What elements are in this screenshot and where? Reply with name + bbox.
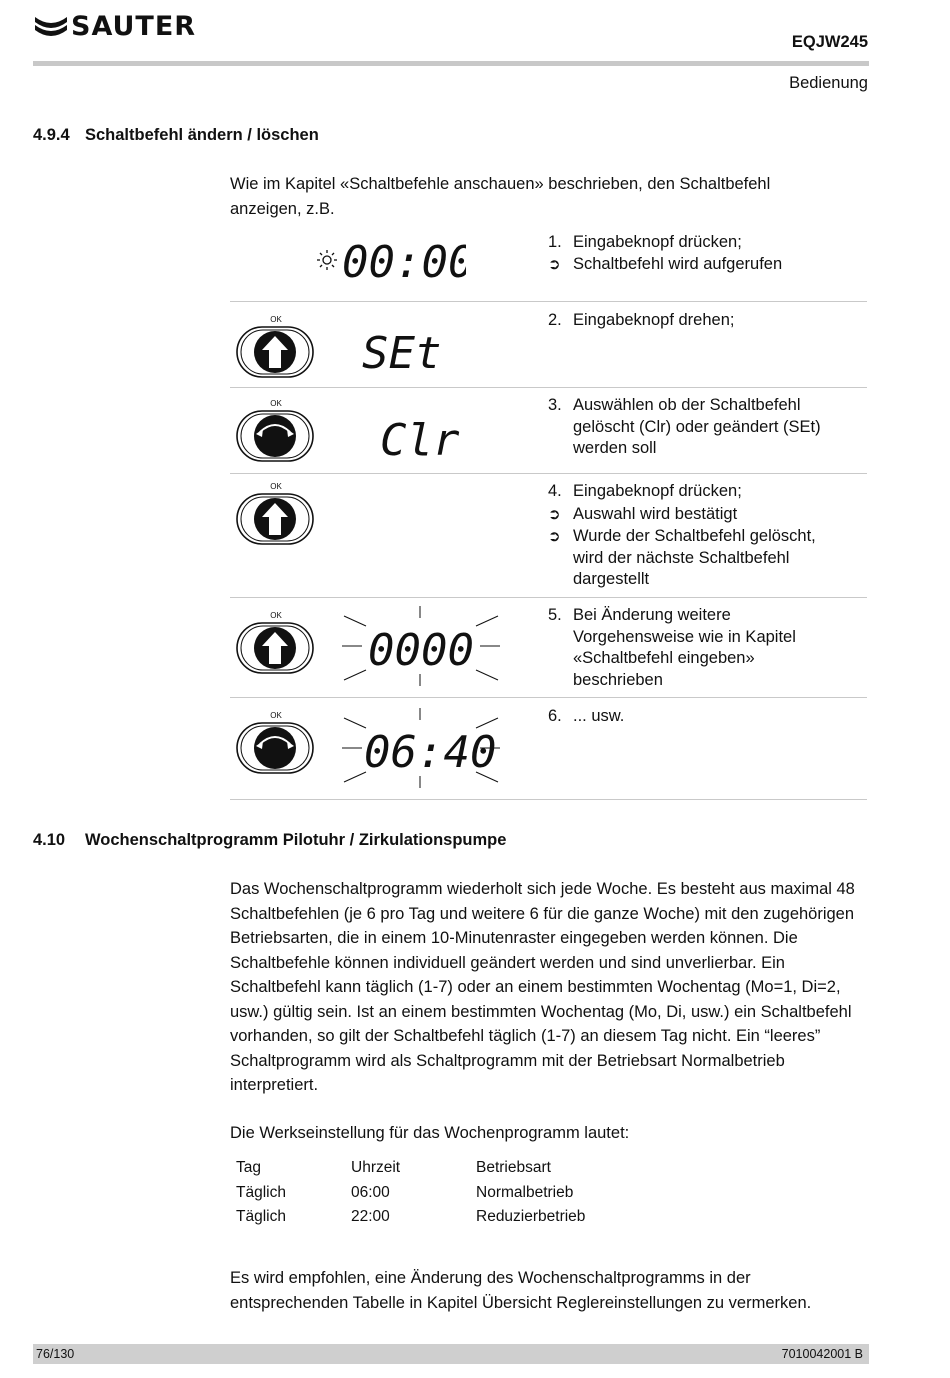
step-6 [548, 706, 848, 728]
section-title: Schaltbefehl ändern / löschen [85, 126, 319, 144]
knob-ok-label: OK [270, 711, 282, 720]
step-text: Auswählen ob der Schaltbefehl gelöscht (Clr) oder geändert (SEt) werden soll [573, 396, 821, 457]
table-cell: Reduzierbetrieb [476, 1208, 586, 1226]
document-number: 7010042001 B [781, 1347, 863, 1361]
result-arrow-icon: ➲ [548, 505, 561, 523]
table-header: Uhrzeit [351, 1159, 401, 1177]
row-divider [230, 799, 867, 800]
lcd-display-blinking [340, 706, 502, 795]
turn-knob-icon [236, 710, 316, 776]
brand-logo [33, 8, 196, 44]
lcd-display [362, 330, 452, 379]
section-title: Wochenschaltprogramm Pilotuhr / Zirkulationspumpe [85, 831, 507, 849]
header-rule [33, 61, 869, 66]
step-text: Eingabeknopf drehen; [573, 311, 735, 329]
knob-turn [236, 710, 316, 781]
table-cell: Täglich [236, 1183, 286, 1201]
document-id: EQJW245 [791, 33, 868, 51]
lcd-value: 00:00 [342, 240, 466, 284]
step-4 [548, 481, 848, 591]
knob-push [236, 610, 316, 681]
blink-rays-icon [340, 604, 502, 688]
step-marker: 1. [548, 233, 562, 251]
step-marker: 6. [548, 707, 562, 725]
step-3 [548, 395, 848, 460]
lcd-display [380, 417, 470, 466]
step-text: Eingabeknopf drücken; [573, 233, 742, 251]
row-divider [230, 387, 867, 388]
brand-name: SAUTER [71, 10, 197, 42]
table-header: Tag [236, 1159, 261, 1177]
page-number: 76/130 [36, 1347, 75, 1361]
knob-ok-label: OK [270, 399, 282, 408]
body-paragraph: Das Wochenschaltprogramm wiederholt sich jede Woche. Es besteht aus maximal 48 Schaltbefehlen (je 6 pro Tag und weitere 6 für die ganze Woche) mit den zugehörigen Betriebsarten, die in einem 10-Minutenraster eingegeben werden können. Die Schaltbefehle können individuell geändert werden und sind unverlierbar. Ein Schaltbefehl kann täglich (1-7) oder an einem bestimmten Wochentag (Mo=1, Di=2, usw.) gültig sein. Ist an einem bestimmten Wochentag (Mo, Di, usw.) ein Schaltbefehl vorhanden, so gilt der Schaltbefehl täglich (1-7) an diesem Tag nicht. Ein “leeres” Schaltprogramm wird als Schaltprogramm mit der Betriebsart Normalbetrieb interpretiert. [230, 880, 855, 1094]
step-text: Wurde der Schaltbefehl gelöscht, wird der nächste Schaltbefehl dargestellt [573, 527, 816, 588]
lcd-value: 0000 [368, 625, 474, 676]
table-header: Betriebsart [476, 1159, 551, 1177]
step-marker: 4. [548, 482, 562, 500]
row-divider [230, 301, 867, 302]
table-cell: 06:00 [351, 1183, 390, 1201]
section-number: 4.10 [33, 831, 66, 849]
table-cell: 22:00 [351, 1208, 390, 1226]
result-arrow-icon: ➲ [548, 528, 561, 545]
lcd-value: SEt [362, 330, 442, 374]
section-number: 4.9.4 [33, 126, 70, 144]
step-marker: 2. [548, 311, 562, 329]
factory-settings-table [236, 1156, 585, 1230]
sun-icon-display [316, 240, 466, 284]
knob-turn [236, 398, 316, 469]
lcd-value: Clr [380, 417, 460, 461]
lcd-display-blinking [340, 604, 502, 693]
row-divider [230, 473, 867, 474]
sauter-wave-icon [33, 11, 69, 41]
turn-knob-icon [236, 398, 316, 464]
table-row [236, 1181, 585, 1206]
step-text: Bei Änderung weitere Vorgehensweise wie in Kapitel «Schaltbefehl eingeben» beschrieben [573, 606, 796, 689]
step-5 [548, 605, 848, 691]
werk-intro: Die Werkseinstellung für das Wochenprogramm lautet: [230, 1124, 630, 1142]
step-text: ... usw. [573, 707, 625, 725]
knob-ok-label: OK [270, 482, 282, 491]
table-cell: Täglich [236, 1208, 286, 1226]
table-header-row [236, 1156, 585, 1181]
step-marker: 5. [548, 606, 562, 624]
footer-bar [33, 1344, 869, 1364]
knob-ok-label: OK [270, 611, 282, 620]
table-row [236, 1205, 585, 1230]
header-section: Bedienung [789, 74, 868, 92]
push-knob-icon [236, 481, 316, 547]
row-divider [230, 697, 867, 698]
lcd-value: 06:40 [364, 727, 497, 778]
step-text: Auswahl wird bestätigt [573, 504, 738, 523]
push-knob-icon [236, 314, 316, 380]
section-heading [33, 126, 319, 145]
knob-ok-label: OK [270, 315, 282, 324]
lcd-display [316, 240, 466, 289]
step-marker: 3. [548, 396, 562, 414]
knob-push [236, 481, 316, 552]
step-text: Eingabeknopf drücken; [573, 482, 742, 500]
intro-paragraph: Wie im Kapitel «Schaltbefehle anschauen» beschrieben, den Schaltbefehl anzeigen, z.B. [230, 175, 771, 218]
step-text: Schaltbefehl wird aufgerufen [573, 254, 783, 273]
result-arrow-icon: ➲ [548, 255, 561, 273]
push-knob-icon [236, 610, 316, 676]
row-divider [230, 597, 867, 598]
section-heading [33, 831, 506, 850]
knob-push [236, 314, 316, 385]
lcd-display-graphic [362, 330, 452, 374]
step-1 [548, 232, 848, 275]
lcd-display-graphic [380, 417, 470, 461]
step-2 [548, 310, 848, 332]
recommendation-paragraph: Es wird empfohlen, eine Änderung des Wochenschaltprogramms in der entsprechenden Tabelle in Kapitel Übersicht Reglereinstellungen zu vermerken. [230, 1269, 812, 1312]
table-cell: Normalbetrieb [476, 1183, 574, 1201]
blink-rays-icon [340, 706, 502, 790]
